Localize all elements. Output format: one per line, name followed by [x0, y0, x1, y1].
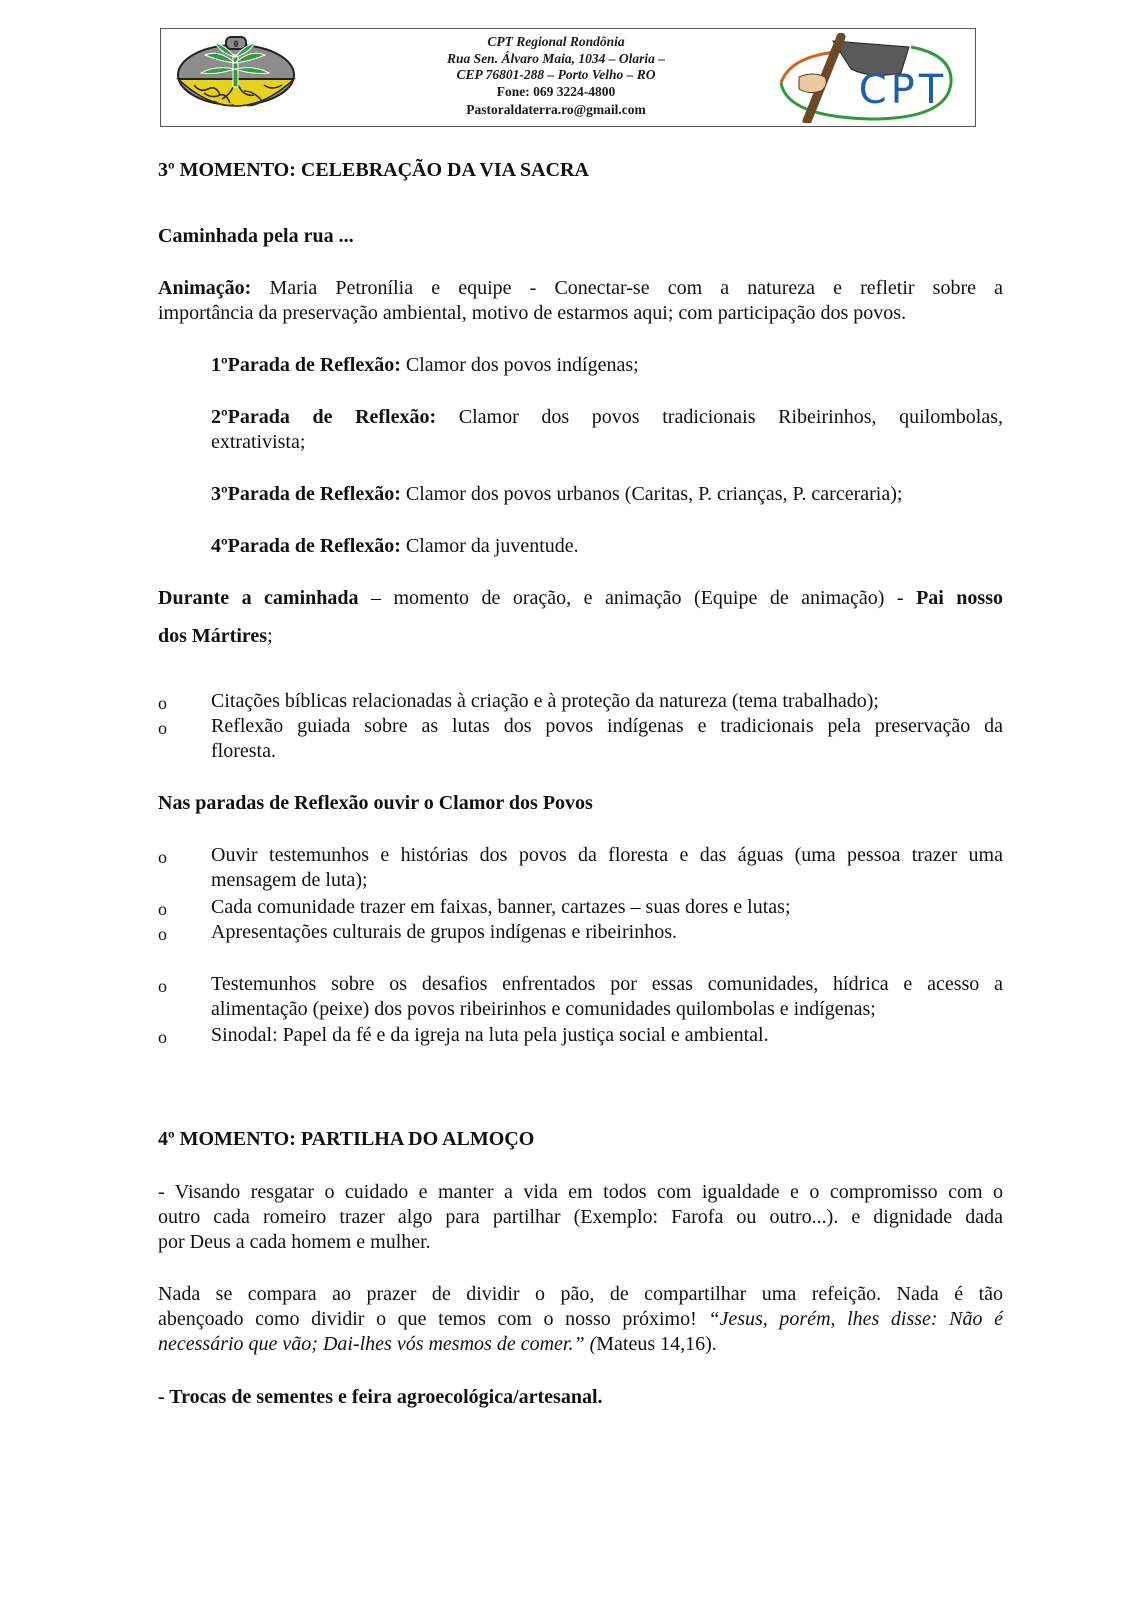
- bible-quote-2: necessário que vão; Dai-lhes vós mesmos de comer.” (: [158, 1333, 597, 1355]
- bullet2-item-2: Cada comunidade trazer em faixas, banner, cartazes – suas dores e lutas;: [211, 896, 791, 918]
- bullet-icon: o: [158, 693, 167, 713]
- letterhead: [160, 28, 976, 127]
- durante-end: ;: [267, 625, 273, 647]
- parada-2-label: 2ºParada de Reflexão:: [211, 406, 437, 428]
- section3-heading: 3º MOMENTO: CELEBRAÇÃO DA VIA SACRA: [158, 159, 589, 181]
- bullet-icon: o: [158, 847, 167, 867]
- partilha-p1-line3: por Deus a cada homem e mulher.: [158, 1231, 431, 1253]
- parada-4-text: Clamor da juventude.: [400, 535, 579, 557]
- partilha-p2-line3: [158, 1332, 1003, 1357]
- clamor-heading: Nas paradas de Reflexão ouvir o Clamor dos Povos: [158, 792, 593, 814]
- partilha-p2-line2: [158, 1307, 1003, 1332]
- bullet-icon: o: [158, 924, 167, 944]
- parada-2: [211, 405, 1003, 430]
- partilha-p2-line1: Nada se compara ao prazer de dividir o pão, de compartilhar uma refeição. Nada é tão: [158, 1283, 1003, 1305]
- org-name: CPT Regional Rondônia: [487, 34, 625, 49]
- durante-bold-2: dos Mártires: [158, 625, 268, 647]
- bullet-icon: o: [158, 1027, 167, 1047]
- bullet1-item-2: Reflexão guiada sobre as lutas dos povos indígenas e tradicionais pela preservação da: [211, 715, 1003, 737]
- durante-bold: Pai nosso: [916, 587, 1003, 609]
- parada-3: [211, 482, 1003, 507]
- parada-1: [211, 353, 1003, 378]
- partilha-p1-line1: - Visando resgatar o cuidado e manter a vida em todos com igualdade e o compromisso com o: [158, 1181, 1003, 1203]
- svg-text:0: 0: [233, 39, 239, 49]
- bullet2-item-4-cont: alimentação (peixe) dos povos ribeirinhos e comunidades quilombolas e indígenas;: [211, 998, 876, 1020]
- bible-reference: Mateus 14,16).: [596, 1333, 717, 1355]
- parada-3-label: 3ºParada de Reflexão:: [211, 483, 401, 505]
- parada-1-text: Clamor dos povos indígenas;: [400, 354, 639, 376]
- bullet1-item-1: Citações bíblicas relacionadas à criação e à proteção da natureza (tema trabalhado);: [211, 690, 879, 712]
- cpt-seal-logo-icon: [174, 35, 298, 121]
- bullet-icon: o: [158, 899, 167, 919]
- bullet-icon: o: [158, 718, 167, 738]
- durante-line2: [158, 624, 1003, 649]
- bible-quote-1: “Jesus, porém, lhes disse: Não é: [708, 1308, 1004, 1330]
- parada-2-text-cont: extrativista;: [211, 431, 306, 453]
- email: Pastoraldaterra.ro@gmail.com: [466, 102, 646, 117]
- address-line-1: Rua Sen. Álvaro Maia, 1034 – Olaria –: [447, 50, 665, 66]
- address-line-2: CEP 76801-288 – Porto Velho – RO: [456, 67, 656, 82]
- bullet1-item-2-cont: floresta.: [211, 740, 276, 762]
- bullet-icon: o: [158, 976, 167, 996]
- animacao-text-2: importância da preservação ambiental, motivo de estarmos aqui; com participação dos povos.: [158, 302, 907, 324]
- bullet2-item-1-cont: mensagem de luta);: [211, 869, 368, 891]
- parada-3-text: Clamor dos povos urbanos (Caritas, P. crianças, P. carceraria);: [400, 483, 903, 505]
- partilha-p2-text: abençoado como dividir o que temos com o nosso próximo!: [158, 1308, 709, 1330]
- durante-label: Durante a caminhada: [158, 587, 359, 609]
- animacao-label: Animação:: [158, 277, 252, 299]
- trocas-line: - Trocas de sementes e feira agroecológica/artesanal.: [158, 1386, 603, 1408]
- section4-heading: 4º MOMENTO: PARTILHA DO ALMOÇO: [158, 1128, 535, 1150]
- bullet2-item-5: Sinodal: Papel da fé e da igreja na luta pela justiça social e ambiental.: [211, 1024, 769, 1046]
- logo-cpt-text: CPT: [858, 67, 948, 113]
- parada-1-label: 1ºParada de Reflexão:: [211, 354, 401, 376]
- bullet2-item-1: Ouvir testemunhos e histórias dos povos da floresta e das águas (uma pessoa trazer uma: [211, 844, 1003, 866]
- animacao-paragraph-line1: [158, 276, 1003, 301]
- phone: Fone: 069 3224-4800: [496, 83, 616, 99]
- durante-line1: [158, 586, 1003, 611]
- letterhead-address-block: [351, 34, 761, 119]
- parada-4: [211, 534, 1003, 559]
- partilha-p1-line2: outro cada romeiro trazer algo para partilhar (Exemplo: Farofa ou outro...). e dignidade dada: [158, 1206, 1003, 1228]
- parada-2-text: Clamor dos povos tradicionais Ribeirinhos, quilombolas,: [436, 406, 1003, 428]
- animacao-text-1: Maria Petronília e equipe - Conectar-se com a natureza e refletir sobre a: [251, 277, 1003, 299]
- section3-subheading: Caminhada pela rua ...: [158, 225, 354, 247]
- parada-4-label: 4ºParada de Reflexão:: [211, 535, 401, 557]
- bullet2-item-4: Testemunhos sobre os desafios enfrentados por essas comunidades, hídrica e acesso a: [211, 973, 1003, 995]
- cpt-hoe-logo-icon: [751, 33, 961, 123]
- durante-text: – momento de oração, e animação (Equipe de animação) -: [358, 587, 917, 609]
- bullet2-item-3: Apresentações culturais de grupos indígenas e ribeirinhos.: [211, 921, 677, 943]
